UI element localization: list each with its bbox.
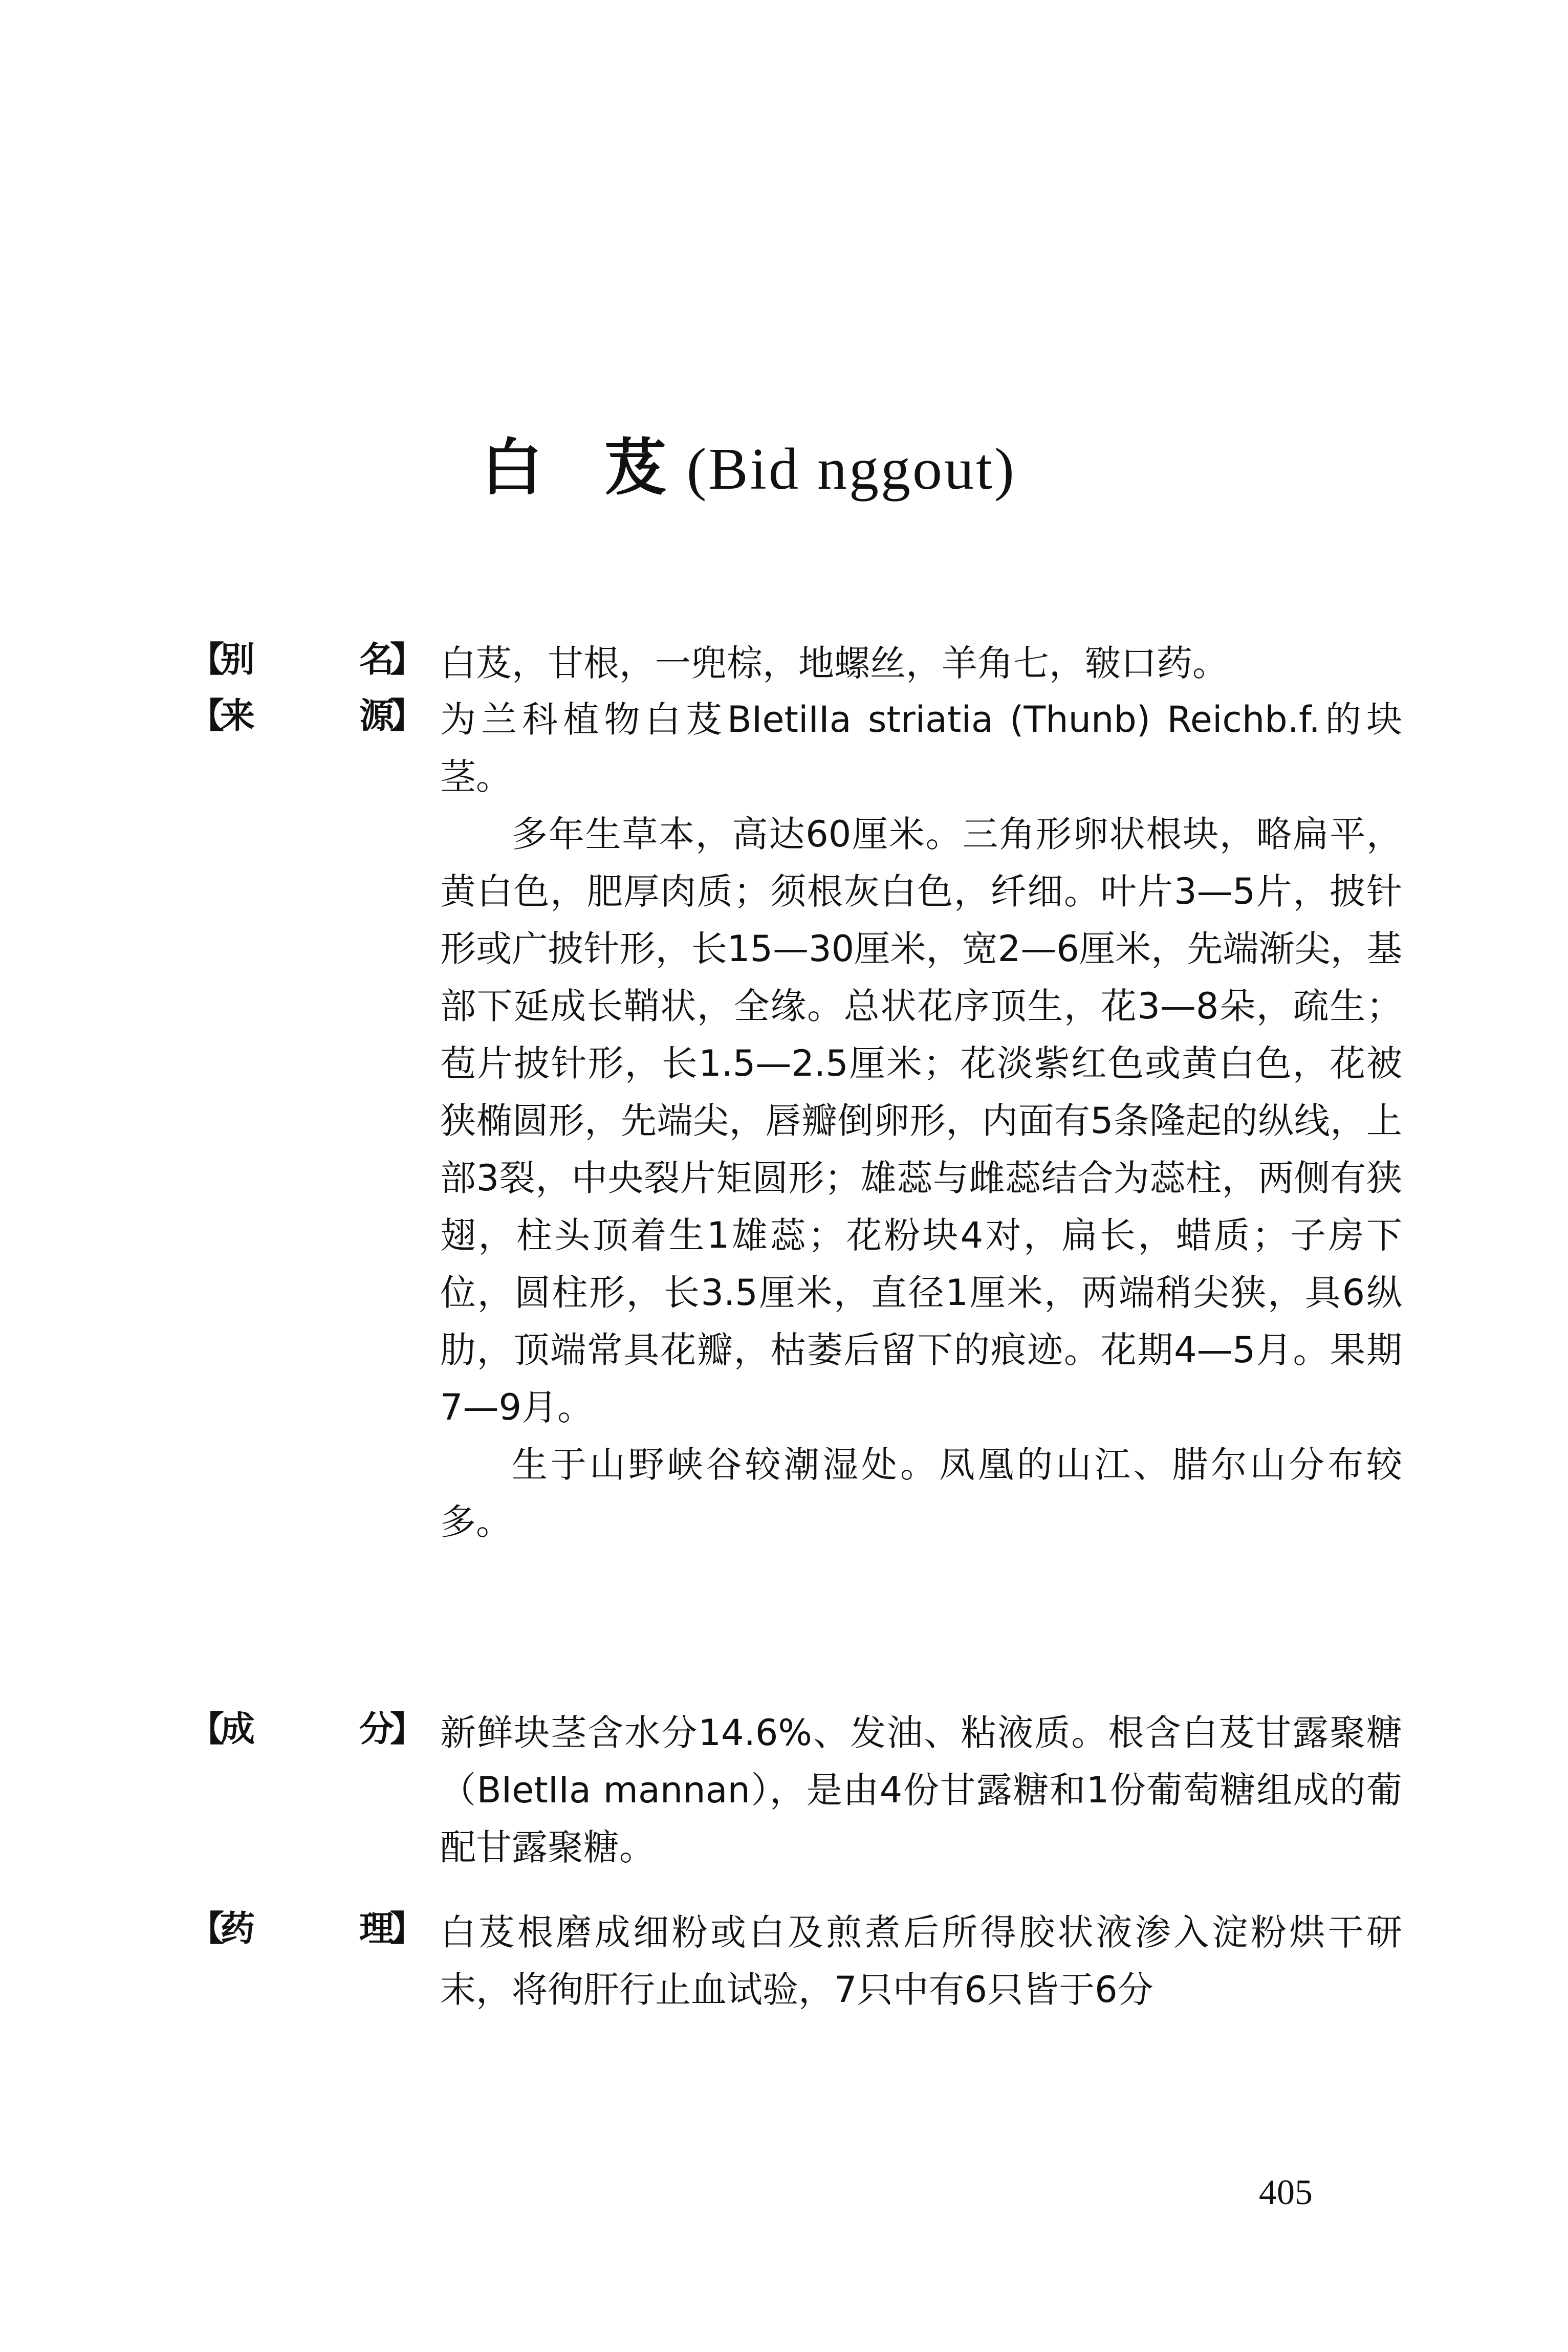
entry-paragraph: 白芨，甘根，一兜棕，地螺丝，羊角七，皲口药。 [440,642,1228,684]
label-char-1: 成 [220,1709,255,1750]
label-char-1: 药 [220,1909,255,1949]
page-title [481,430,1016,508]
entry-paragraph: 白芨根磨成细粉或白及煎煮后所得胶状液渗入淀粉烘干研末，将徇肝行止血试验，7只中有6只皆于6分 [440,1911,1402,2011]
label-close-bracket: 】 [389,1909,425,1949]
label-open-bracket: 【 [189,640,225,680]
entry-body [440,1904,1402,2018]
entry-paragraph: 多年生草本，高达60厘米。三角形卵状根块，略扁平，黄白色，肥厚肉质；须根灰白色，纤细。叶片3—5片，披针形或广披针形，长15—30厘米，宽2—6厘米，先端渐尖，基部下延成长鞘状，全缘。总状花序顶生，花3—8朵，疏生；苞片披针形，长1.5—2.5厘米；花淡紫红色或黄白色，花被狭椭圆形，先端尖，唇瓣倒卵形，内面有5条隆起的纵线，上部3裂，中央裂片矩圆形；雄蕊与雌蕊结合为蕊柱，两侧有狭翅，柱头顶着生1雄蕊；花粉块4对，扁长，蜡质；子房下位，圆柱形，长3.5厘米，直径1厘米，两端稍尖狭，具6纵肋，顶端常具花瓣，枯萎后留下的痕迹。花期4—5月。果期7—9月。 [440,813,1402,1428]
entry-paragraph: 新鲜块茎含水分14.6%、发油、粘液质。根含白芨甘露聚糖（BIetIIa mannan），是由4份甘露糖和1份葡萄糖组成的葡配甘露聚糖。 [440,1712,1402,1868]
label-open-bracket: 【 [189,1709,225,1750]
label-open-bracket: 【 [189,696,225,736]
entry-paragraph: 生于山野峡谷较潮湿处。凤凰的山江、腊尔山分布较多。 [440,1444,1402,1543]
title-romanized: (Bid nggout) [686,437,1016,502]
label-close-bracket: 】 [389,696,425,736]
entry-label [189,635,425,686]
label-char-1: 来 [220,696,255,736]
entry-body [440,1704,1402,1876]
entry-label [189,691,425,742]
label-char-2: 分 [359,1709,394,1750]
page-number: 405 [1259,2173,1313,2212]
label-char-2: 名 [359,640,394,680]
entry-label [189,1704,425,1755]
title-chinese: 白 芨 [481,432,687,504]
label-close-bracket: 】 [389,640,425,680]
entry-body [440,635,1402,692]
entry-paragraph: 为兰科植物白芨BIetiIIa striatia (Thunb) Reichb.f.的块茎。 [440,699,1402,798]
entry-label [189,1904,425,1955]
label-char-1: 别 [220,640,255,680]
label-char-2: 源 [359,696,394,736]
label-close-bracket: 】 [389,1709,425,1750]
entry-body [440,691,1402,1551]
label-char-2: 理 [359,1909,394,1949]
label-open-bracket: 【 [189,1909,225,1949]
